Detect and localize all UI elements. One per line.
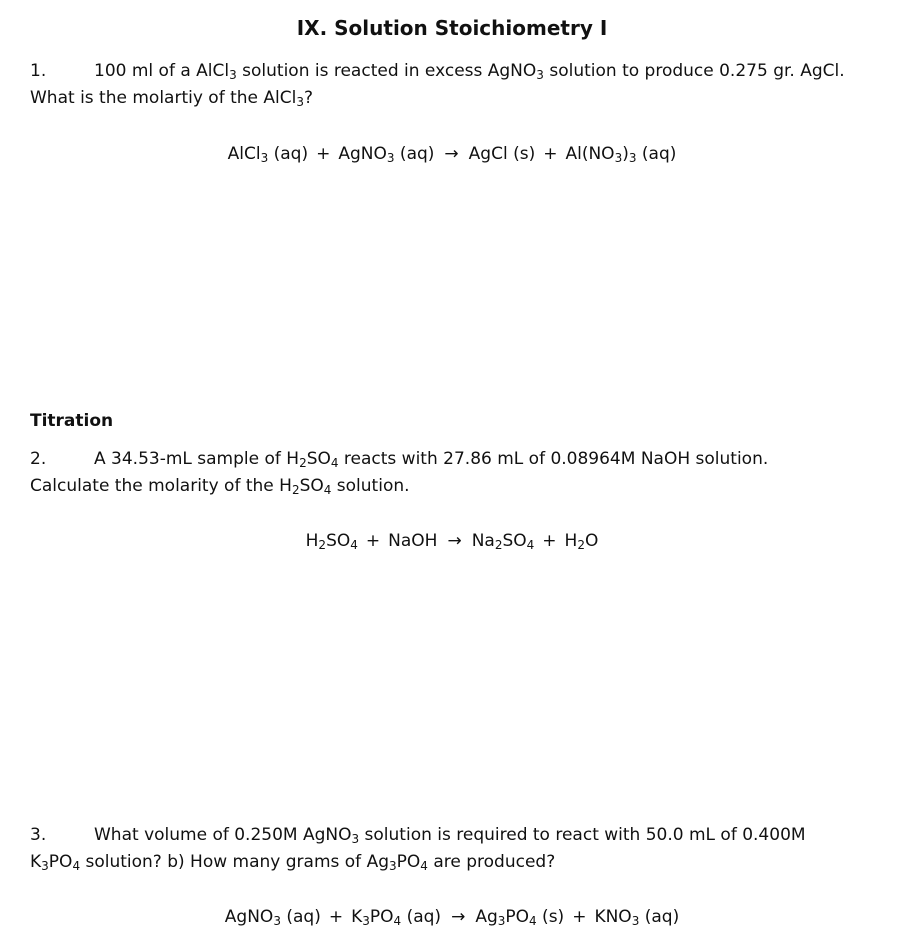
plus-sign: +: [542, 531, 557, 551]
problem-3-number: 3.: [30, 825, 47, 845]
plus-sign: +: [365, 531, 381, 551]
problem-3-line-2: $K_3PO_4$ solution? b) How many grams of $Ag_3PO_4$ are produced?: [30, 852, 556, 873]
problem-2-number: 2.: [30, 449, 47, 469]
reaction-arrow-icon: →: [447, 531, 462, 551]
plus-sign: +: [316, 144, 331, 164]
problem-2-line-2: Calculate the molarity of the $H_2SO_4$ solution.: [30, 476, 410, 497]
problem-2-equation: $H_2SO_4$ + NaOH → $Na_2SO_4 + H_2O$: [305, 531, 599, 552]
problem-1-equation: AlCl$_3$ (aq) + AgNO$_3$ (aq) → AgCl $(s) + Al(NO_3)_3$ (aq): [227, 144, 677, 165]
plus-sign: +: [543, 144, 558, 164]
page-title: IX. Solution Stoichiometry I: [296, 16, 608, 40]
reaction-arrow-icon: →: [444, 144, 459, 164]
section-heading-titration: Titration: [30, 411, 114, 431]
problem-1-line-2: What is the molartiy of the AlCl$_3$?: [30, 88, 314, 109]
problem-1-line-1: 1. 100 ml of a AlCl$_3$ solution is reacted in excess AgNO$_3$ solution to produce 0.275 gr. AgCl.: [30, 61, 845, 82]
problem-2-line-1: 2. A 34.53-mL sample of $H_2SO_4$ reacts with 27.86 mL of 0.08964M NaOH solution.: [30, 449, 769, 470]
plus-sign: +: [572, 907, 587, 927]
problem-1-number: 1.: [30, 61, 47, 81]
reaction-arrow-icon: →: [451, 907, 466, 927]
problem-3-line-1: 3. What volume of 0.250M AgNO$_3$ solution is required to react with 50.0 mL of 0.400M: [30, 825, 806, 846]
plus-sign: +: [328, 907, 344, 927]
problem-3-equation: AgNO$_3$ $(aq) + K_3PO_4$ $(aq) \to Ag_3PO_4$ $(s) + KNO_3$ (aq): [224, 907, 680, 928]
